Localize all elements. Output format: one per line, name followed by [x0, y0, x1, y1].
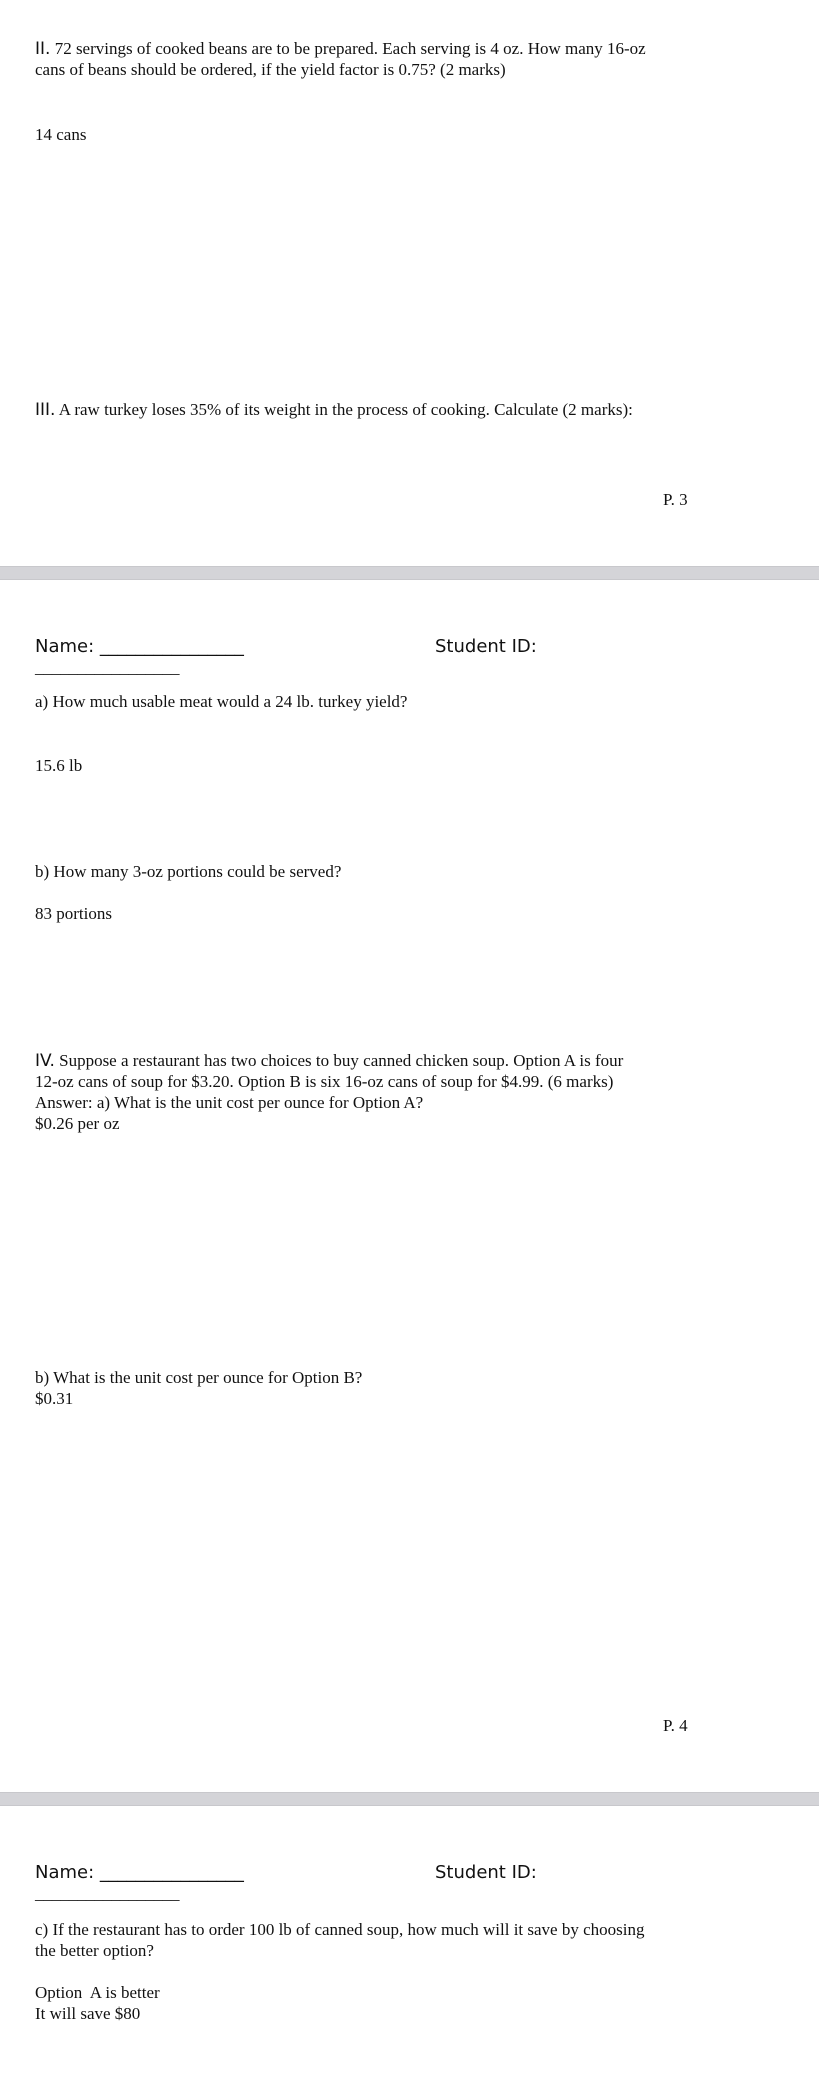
question-4c-answer-1: Option A is better	[35, 1983, 160, 2002]
question-4-line-1	[35, 1050, 623, 1072]
page-5	[0, 1806, 819, 2074]
name-blank: ________________	[99, 636, 244, 657]
name-label	[35, 636, 244, 657]
question-4c-answer-2: It will save $80	[35, 2004, 141, 2023]
question-2-line-1	[35, 38, 646, 60]
question-3a-answer: 15.6 lb	[35, 756, 83, 775]
question-4-line-3: Answer: a) What is the unit cost per ounce for Option A?	[35, 1093, 424, 1112]
page-separator	[0, 1792, 819, 1806]
page-3	[0, 0, 819, 566]
question-4b: b) What is the unit cost per ounce for Option B?	[35, 1368, 363, 1387]
name-blank: ________________	[99, 1862, 244, 1883]
question-3-line	[35, 399, 633, 421]
page-separator	[0, 566, 819, 580]
question-3-text: A raw turkey loses 35% of its weight in the process of cooking. Calculate (2 marks):	[55, 400, 633, 419]
student-id-label: Student ID:	[435, 636, 537, 657]
student-id-label: Student ID:	[435, 1862, 537, 1883]
question-2-text-1: 72 servings of cooked beans are to be prepared. Each serving is 4 oz. How many 16-oz	[50, 39, 646, 58]
question-2-answer: 14 cans	[35, 125, 87, 144]
question-4a-answer: $0.26 per oz	[35, 1114, 120, 1133]
question-4b-answer: $0.31	[35, 1389, 74, 1408]
question-3b-answer: 83 portions	[35, 904, 112, 923]
page-number: P. 4	[663, 1716, 688, 1735]
question-4c-line-2: the better option?	[35, 1941, 154, 1960]
student-id-blank: _________________	[35, 1884, 180, 1903]
student-id-blank: _________________	[35, 658, 180, 677]
question-2-line-2: cans of beans should be ordered, if the yield factor is 0.75? (2 marks)	[35, 60, 506, 79]
question-4c-line-1: c) If the restaurant has to order 100 lb of canned soup, how much will it save by choosing	[35, 1920, 645, 1939]
question-4-text-1: Suppose a restaurant has two choices to buy canned chicken soup. Option A is four	[54, 1051, 624, 1070]
question-2-numeral: II.	[35, 39, 51, 59]
question-4-numeral: IV.	[35, 1051, 55, 1071]
name-label-text: Name:	[35, 636, 100, 657]
question-3-numeral: III.	[35, 400, 56, 420]
page-4	[0, 580, 819, 1792]
question-3b: b) How many 3-oz portions could be served?	[35, 862, 342, 881]
page-number: P. 3	[663, 490, 688, 509]
question-4-line-2: 12-oz cans of soup for $3.20. Option B is six 16-oz cans of soup for $4.99. (6 marks)	[35, 1072, 614, 1091]
name-label	[35, 1862, 244, 1883]
question-3a: a) How much usable meat would a 24 lb. turkey yield?	[35, 692, 408, 711]
name-label-text: Name:	[35, 1862, 100, 1883]
